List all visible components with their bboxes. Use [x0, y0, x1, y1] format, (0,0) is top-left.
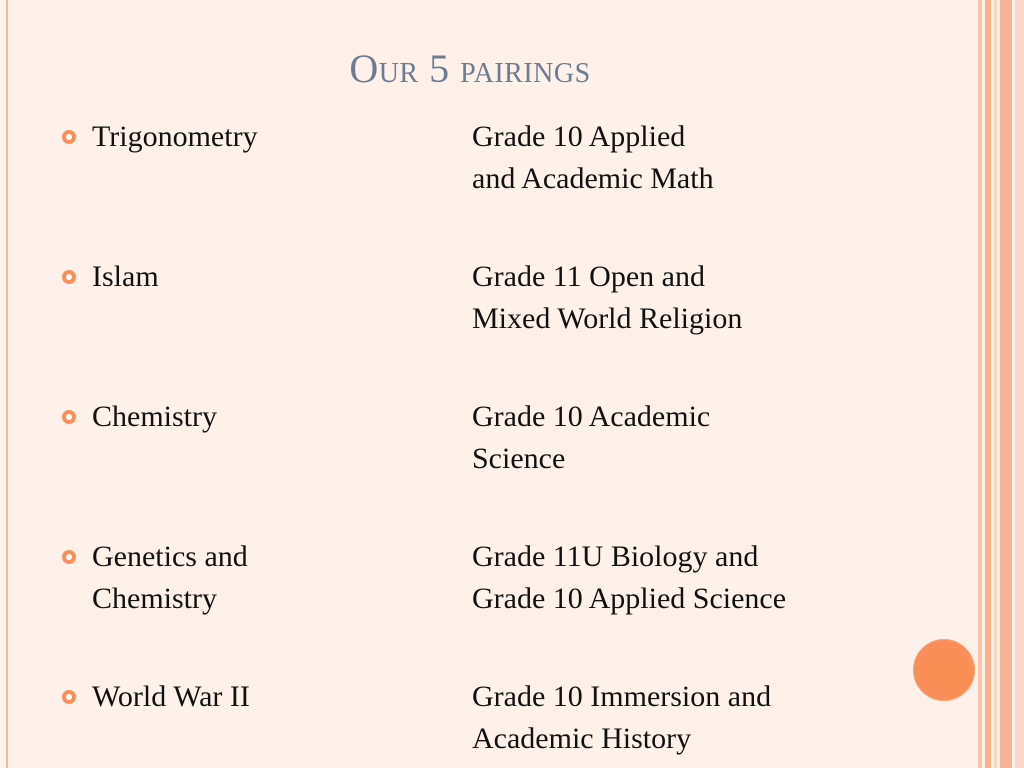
decorative-stripe [978, 0, 982, 768]
decorative-stripe [994, 0, 997, 768]
left-border-rule [6, 0, 8, 768]
pairing-course: Grade 10 Immersion and Academic History [472, 680, 772, 755]
pairing-topic: Genetics and Chemistry [92, 540, 248, 615]
bullet-icon [62, 690, 76, 704]
decorative-stripe [985, 0, 991, 768]
decorative-stripe [1000, 0, 1012, 768]
slide-title: Our 5 pairings [349, 46, 591, 91]
pairing-course: Grade 10 Academic Science [472, 400, 711, 475]
pairing-course: Grade 11 Open and Mixed World Religion [472, 260, 743, 335]
bullet-icon [62, 270, 76, 284]
pairing-topic: Chemistry [92, 400, 217, 433]
bullet-icon [62, 410, 76, 424]
bullet-icon [62, 550, 76, 564]
bullet-icon [62, 130, 76, 144]
pairing-course: Grade 10 Applied and Academic Math [472, 120, 714, 195]
pairing-topic: Islam [92, 260, 159, 293]
pairing-course: Grade 11U Biology and Grade 10 Applied Science [472, 540, 787, 615]
decorative-circle [913, 639, 975, 701]
decorative-stripe [1015, 0, 1024, 768]
pairing-topic: Trigonometry [92, 120, 258, 153]
pairing-topic: World War II [92, 680, 250, 713]
